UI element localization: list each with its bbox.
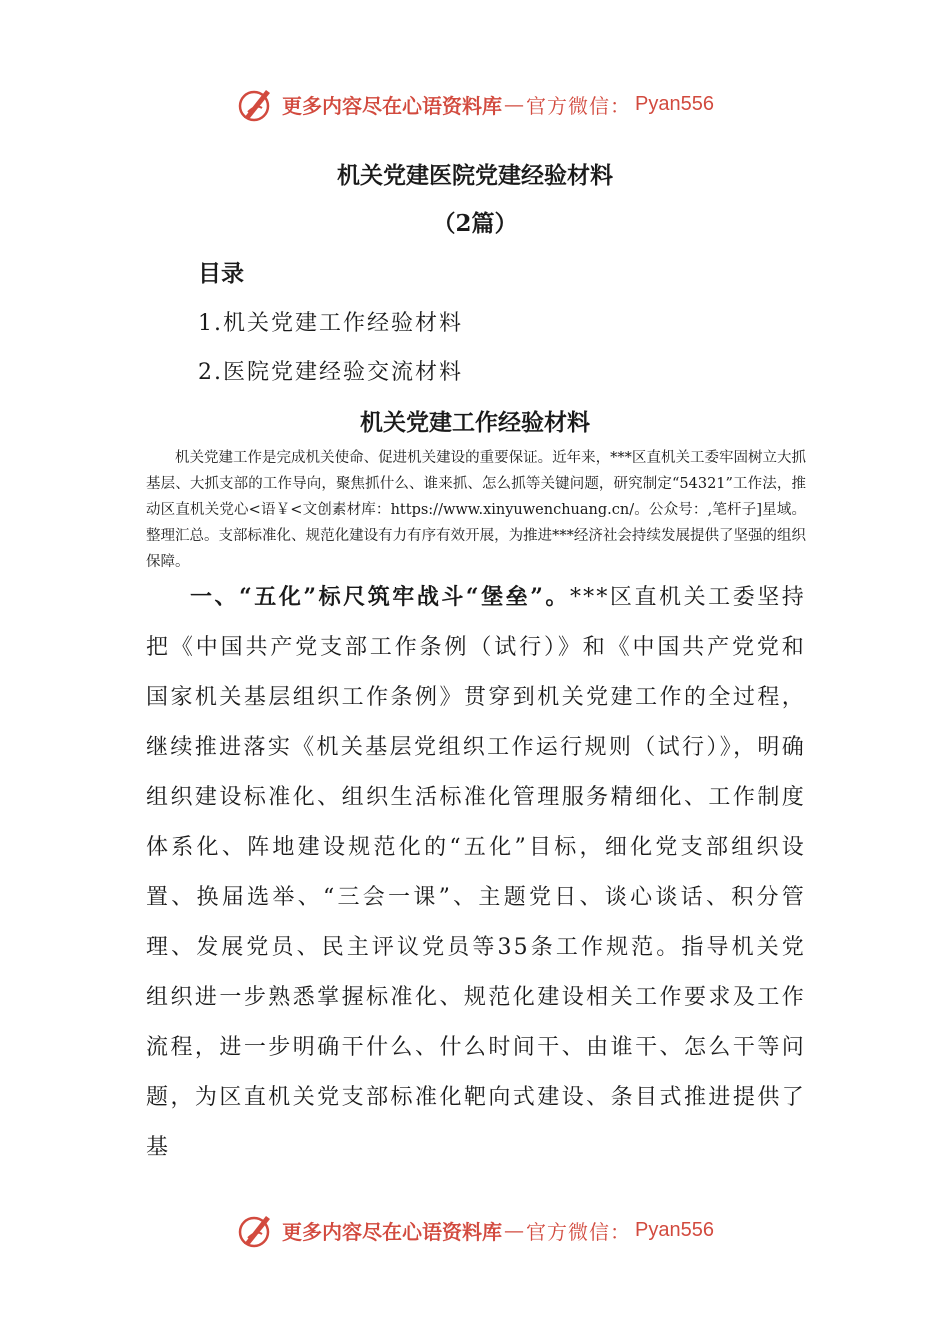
banner-wechat-label: 官方微信： <box>526 1219 632 1244</box>
banner-dash: — <box>504 92 525 116</box>
paragraph-text: ***区直机关工委坚持把《中国共产党支部工作条例（试行）》和《中国共产党党和国家机关基层组织工作条例》贯穿到机关党建工作的全过程，继续推进落实《机关基层党组织工作运行规则（试行）》，明确组织建设标准化、组织生活标准化管理服务精细化、工作制度体系化、阵地建设规范化的“五化”目标，细化党支部组织设置、换届选举、“三会一课”、主题党日、谈心谈话、积分管理、发展党员、民主评议党员等35条工作规范。指导机关党组织进一步熟悉掌握标准化、规范化建设相关工作要求及工作流程，进一步明确干什么、什么时间干、由谁干、怎么干等问题，为区直机关党支部标准化靶向式建设、条目式推进提供了基 <box>146 585 806 1160</box>
banner-main-text: 更多内容尽在心语资料库 <box>282 93 503 118</box>
toc-item: 1.机关党建工作经验材料 <box>198 311 463 336</box>
header-watermark-banner <box>0 82 950 126</box>
banner-dash: — <box>504 1218 525 1242</box>
document-subtitle: （2篇） <box>432 210 518 237</box>
footer-watermark-banner <box>0 1208 950 1252</box>
section-title: 机关党建工作经验材料 <box>360 409 590 436</box>
intro-paragraph <box>146 445 806 575</box>
document-title: 机关党建医院党建经验材料 <box>337 162 613 189</box>
intro-text: 机关党建工作是完成机关使命、促进机关建设的重要保证。近年来，***区直机关工委牢固树立大抓基层、大抓支部的工作导向，聚焦抓什么、谁来抓、怎么抓等关键问题，研究制定“54321”工作法，推动区直机关党心<语￥<文创素材库：https://www.xinyuwenchuang.cn/。公众号：,笔杆子]星域。整理汇总。支部标准化、规范化建设有力有序有效开展，为推进***经济社会持续发展提供了坚强的组织保障。 <box>146 450 806 570</box>
body-paragraph <box>146 572 806 1173</box>
toc-item: 2.医院党建经验交流材料 <box>198 360 463 385</box>
toc-heading: 目录 <box>198 260 244 287</box>
banner-main-text: 更多内容尽在心语资料库 <box>282 1219 503 1244</box>
quill-logo-icon <box>236 84 276 124</box>
banner-account: Pyan556 <box>635 92 714 115</box>
banner-wechat-label: 官方微信： <box>526 93 632 118</box>
paragraph-lead: 一、“五化”标尺筑牢战斗“堡垒”。 <box>190 584 570 610</box>
quill-logo-icon <box>236 1210 276 1250</box>
banner-account: Pyan556 <box>635 1218 714 1241</box>
